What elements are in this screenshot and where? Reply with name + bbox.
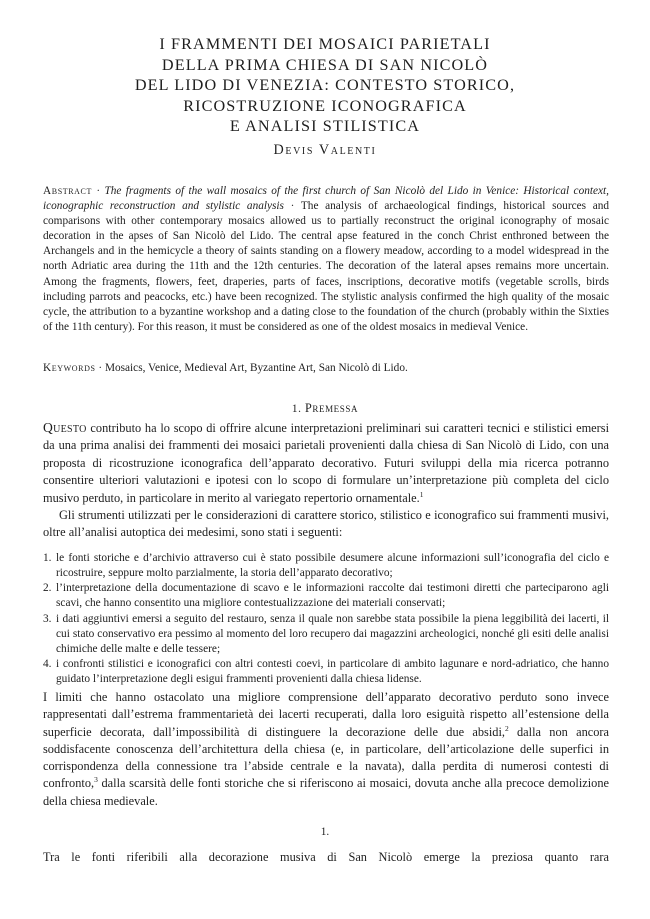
title-line-4: RICOSTRUZIONE ICONOGRAFICA — [183, 96, 467, 115]
list-item — [43, 657, 609, 687]
footnote-ref-2: 2 — [504, 723, 509, 733]
paragraph-3-part-1: I limiti che hanno ostacolato una migliore comprensione dell’apparato decorativo perduto sono invece rappresentati dall’estrema frammentarietà dei lacerti recuperati, dalla loro esiguità rispetto all’estensione della superficie decorata, dall’impossibilità di distinguere la decorazione delle due absidi, — [43, 690, 609, 739]
abstract-separator: · — [91, 185, 105, 197]
list-item-text: i dati aggiuntivi emersi a seguito del restauro, senza il quale non sarebbe stata possibile la piena leggibilità dei lacerti, il cui stato conservativo era pessimo al momento del loro recupero dai magazzini archeologici, nonché gli esiti delle analisi chimiche delle malte e delle tessere; — [56, 612, 609, 655]
keywords — [43, 361, 609, 376]
list-item — [43, 581, 609, 611]
list-item — [43, 551, 609, 581]
section-title: Premessa — [305, 401, 359, 415]
footnote-ref-3: 3 — [94, 775, 98, 785]
title-line-2: DELLA PRIMA CHIESA DI SAN NICOLÒ — [161, 55, 489, 74]
paragraph-4: Tra le fonti riferibili alla decorazione musiva di San Nicolò emerge la preziosa quanto rara — [43, 850, 609, 864]
section-heading — [40, 401, 610, 416]
paragraph-3-part-3: dalla scarsità delle fonti storiche che si riferiscono ai mosaici, dovuta anche alla precoce demolizione della chiesa medievale. — [43, 776, 609, 808]
subsection-number: 1. — [320, 826, 330, 838]
list-item-text: le fonti storiche e d’archivio attraverso cui è stato possibile desumere alcune informazioni sull’iconografia del ciclo e ricostruire, seppure molto parzialmente, la storia dell’apparato decorativo; — [56, 552, 609, 580]
list-item-text: l’interpretazione della documentazione di scavo e le informazioni raccolte dai testimoni diretti che parteciparono agli scavi, che hanno consentito una migliore contestualizzazione dei materiali conservati; — [56, 582, 609, 610]
list-item-text: i confronti stilistici e iconografici con altri contesti coevi, in particolare di ambito lagunare e nord-adriatico, che hanno guidato l’interpretazione degli esigui frammenti provenienti dalla chiesa lidense. — [56, 657, 609, 685]
title-line-1: I FRAMMENTI DEI MOSAICI PARIETALI — [159, 35, 491, 53]
abstract-text: The analysis of archaeological findings, historical sources and comparisons with other contemporary mosaics allowed us to partially reconstruct the original iconography of mosaic decoration in the apses of San Nicolò del Lido. The central apse featured in the conch Christ enthroned between the Archangels and in the hemicycle a theory of saints standing on a flowery meadow, according to a model widespread in the north Adriatic area during the 11th and the 12th centuries. The decoration of the lateral apses remains more uncertain. Among the fragments, flowers, feet, draperies, parts of faces, inscriptions, decorative motifs (vegetable scrolls, birds including parrots and peacocks, etc.) have been recognized. The stylistic analysis confirmed the high quality of the mosaic cycle, the attribution to a byzantine workshop and a dating close to the foundation of the church (probably within the Sixties of the 11th century). For this reason, it must be considered as one of the oldest mosaics in medieval Venice. — [43, 200, 609, 333]
article-title — [40, 34, 610, 137]
title-line-5: E ANALISI STILISTICA — [229, 117, 421, 136]
abstract-english-title: The fragments of the wall mosaics of the first church of San Nicolò del Lido in Venice: Historical context, iconographic reconstruction and stylistic analysis — [43, 185, 609, 213]
paragraph-1-text: contributo ha lo scopo di offrire alcune interpretazioni preliminari sui caratteri tecnici e stilistici emersi da una prima analisi dei frammenti dei mosaici parietali provenienti dalla chiesa di San Nicolò di Lido, con una proposta di ricostruzione iconografica dell’apparato decorativo. Futuri sviluppi della mia ricerca potranno consentire ulteriori valutazioni e ipotesi con lo scopo di formulare un’interpretazione più completa del ciclo musivo perduto, in particolare in merito al variegato repertorio ornamentale. — [43, 421, 609, 505]
keywords-label: Keywords — [43, 362, 96, 374]
list-item-number: 1. — [43, 552, 52, 564]
paragraph-1 — [43, 419, 609, 507]
abstract — [43, 184, 609, 335]
list-item — [43, 612, 609, 657]
paragraph-opening-word: Questo — [43, 420, 87, 435]
list-item-number: 4. — [43, 657, 52, 670]
author-name: Devis Valenti — [273, 142, 377, 158]
title-line-3: DEL LIDO DI VENEZIA: CONTESTO STORICO, — [134, 76, 516, 95]
footnote-ref-1: 1 — [419, 489, 424, 499]
abstract-label: Abstract — [43, 185, 92, 197]
paragraph-3 — [43, 689, 609, 810]
paragraph-2: Gli strumenti utilizzati per le considerazioni di carattere storico, stilistico e iconografico sui frammenti musivi, oltre all’analisi autoptica dei medesimi, sono stati i seguenti: — [43, 508, 609, 540]
paragraph-3-part-2: dalla non ancora soddisfacente conoscenza dell’architettura della chiesa (e, in particolare, dell’articolazione delle superfici in corrispondenza della connessione tra l’abside centrale e la navata), dalla perdita di numerosi contesti di confronto, — [43, 724, 609, 791]
abstract-separator-2: · — [283, 200, 301, 213]
list-item-number: 2. — [43, 582, 52, 595]
keywords-separator: · — [95, 362, 105, 374]
keywords-text: Mosaics, Venice, Medieval Art, Byzantine Art, San Nicolò di Lido. — [104, 362, 408, 374]
tools-list — [43, 551, 609, 687]
section-number: 1. — [291, 403, 305, 415]
intro-paragraphs — [43, 419, 609, 542]
list-item-number: 3. — [43, 612, 52, 625]
